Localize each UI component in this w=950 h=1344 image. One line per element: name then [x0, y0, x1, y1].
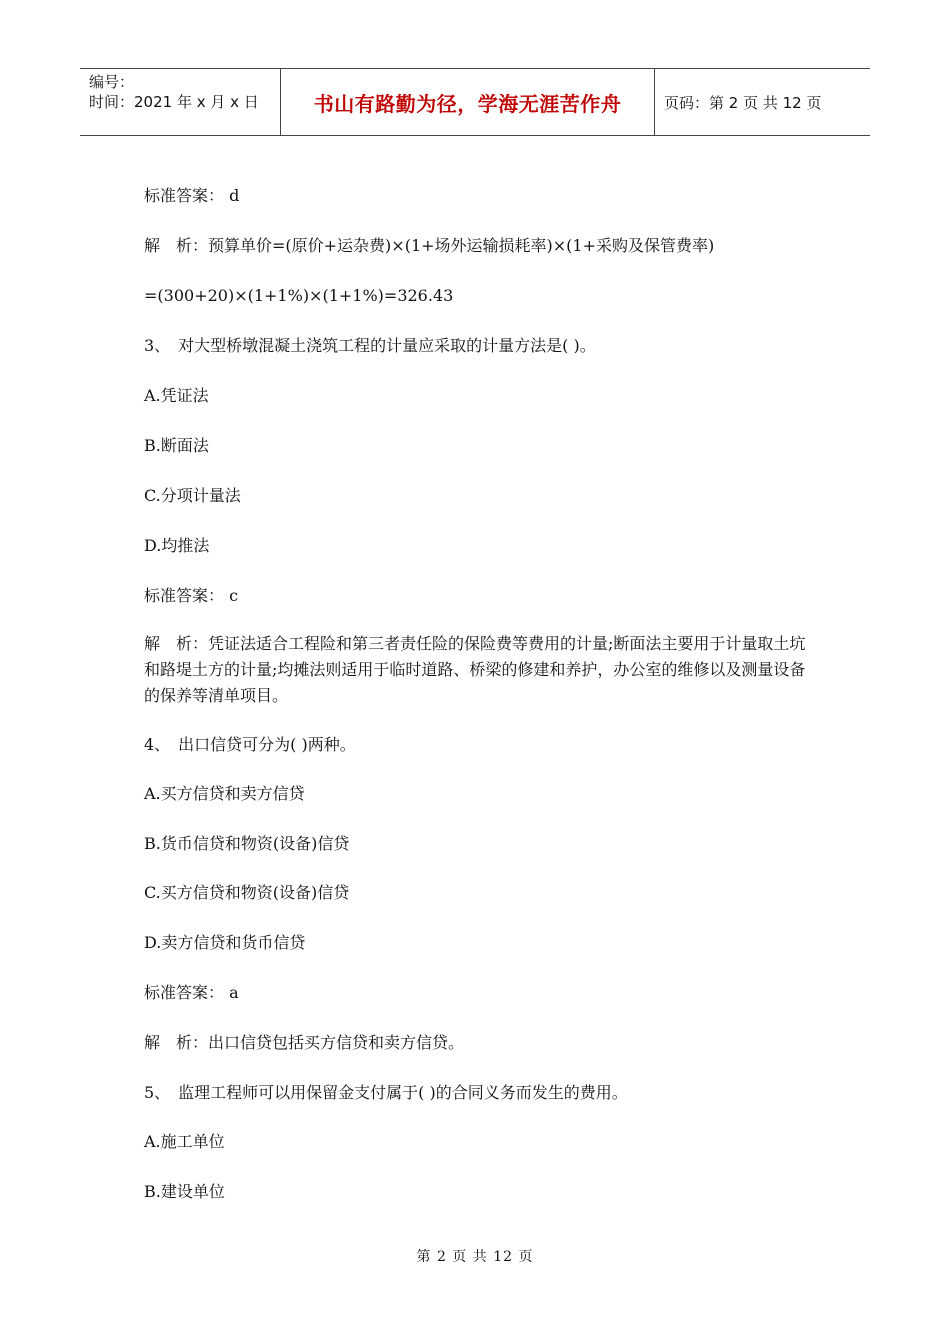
q4-answer: 标准答案： a	[144, 983, 239, 1002]
q2-analysis: 解 析：预算单价=(原价+运杂费)×(1+场外运输损耗率)×(1+采购及保管费率)	[144, 236, 715, 255]
document-number-label: 编号：	[89, 73, 135, 91]
header-page-label: 页码：第 2 页 共 12 页	[664, 93, 822, 112]
q3-question: 3、 对大型桥墩混凝土浇筑工程的计量应采取的计量方法是( )。	[144, 336, 596, 355]
q3-option-d: D.均推法	[144, 536, 210, 555]
q3-option-b: B.断面法	[144, 436, 209, 455]
q2-formula: =(300+20)×(1+1%)×(1+1%)=326.43	[144, 286, 454, 305]
q4-option-c: C.买方信贷和物资(设备)信贷	[144, 883, 350, 902]
document-time-label: 时间：2021 年 x 月 x 日	[89, 93, 259, 111]
q4-option-d: D.卖方信贷和货币信贷	[144, 933, 306, 952]
q4-option-a: A.买方信贷和卖方信贷	[144, 784, 305, 803]
q3-option-a: A.凭证法	[144, 386, 209, 405]
q4-analysis: 解 析：出口信贷包括买方信贷和卖方信贷。	[144, 1033, 465, 1052]
q5-question: 5、 监理工程师可以用保留金支付属于( )的合同义务而发生的费用。	[144, 1083, 628, 1102]
page-header	[80, 68, 870, 136]
page-footer: 第 2 页 共 12 页	[416, 1249, 534, 1265]
header-motto: 书山有路勤为径，学海无涯苦作舟	[281, 69, 655, 135]
q5-option-b: B.建设单位	[144, 1182, 225, 1201]
q3-analysis: 解 析：凭证法适合工程险和第三者责任险的保险费等费用的计量;断面法主要用于计量取土坑和路堤土方的计量;均摊法则适用于临时道路、桥梁的修建和养护，办公室的维修以及测量设备的保养等清单项目。	[144, 634, 806, 705]
q3-option-c: C.分项计量法	[144, 486, 241, 505]
q5-option-a: A.施工单位	[144, 1132, 225, 1151]
q3-answer: 标准答案： c	[144, 586, 239, 605]
q4-option-b: B.货币信贷和物资(设备)信贷	[144, 834, 350, 853]
q4-question: 4、 出口信贷可分为( )两种。	[144, 735, 356, 754]
q2-answer: 标准答案： d	[144, 186, 240, 205]
header-meta	[80, 69, 281, 135]
